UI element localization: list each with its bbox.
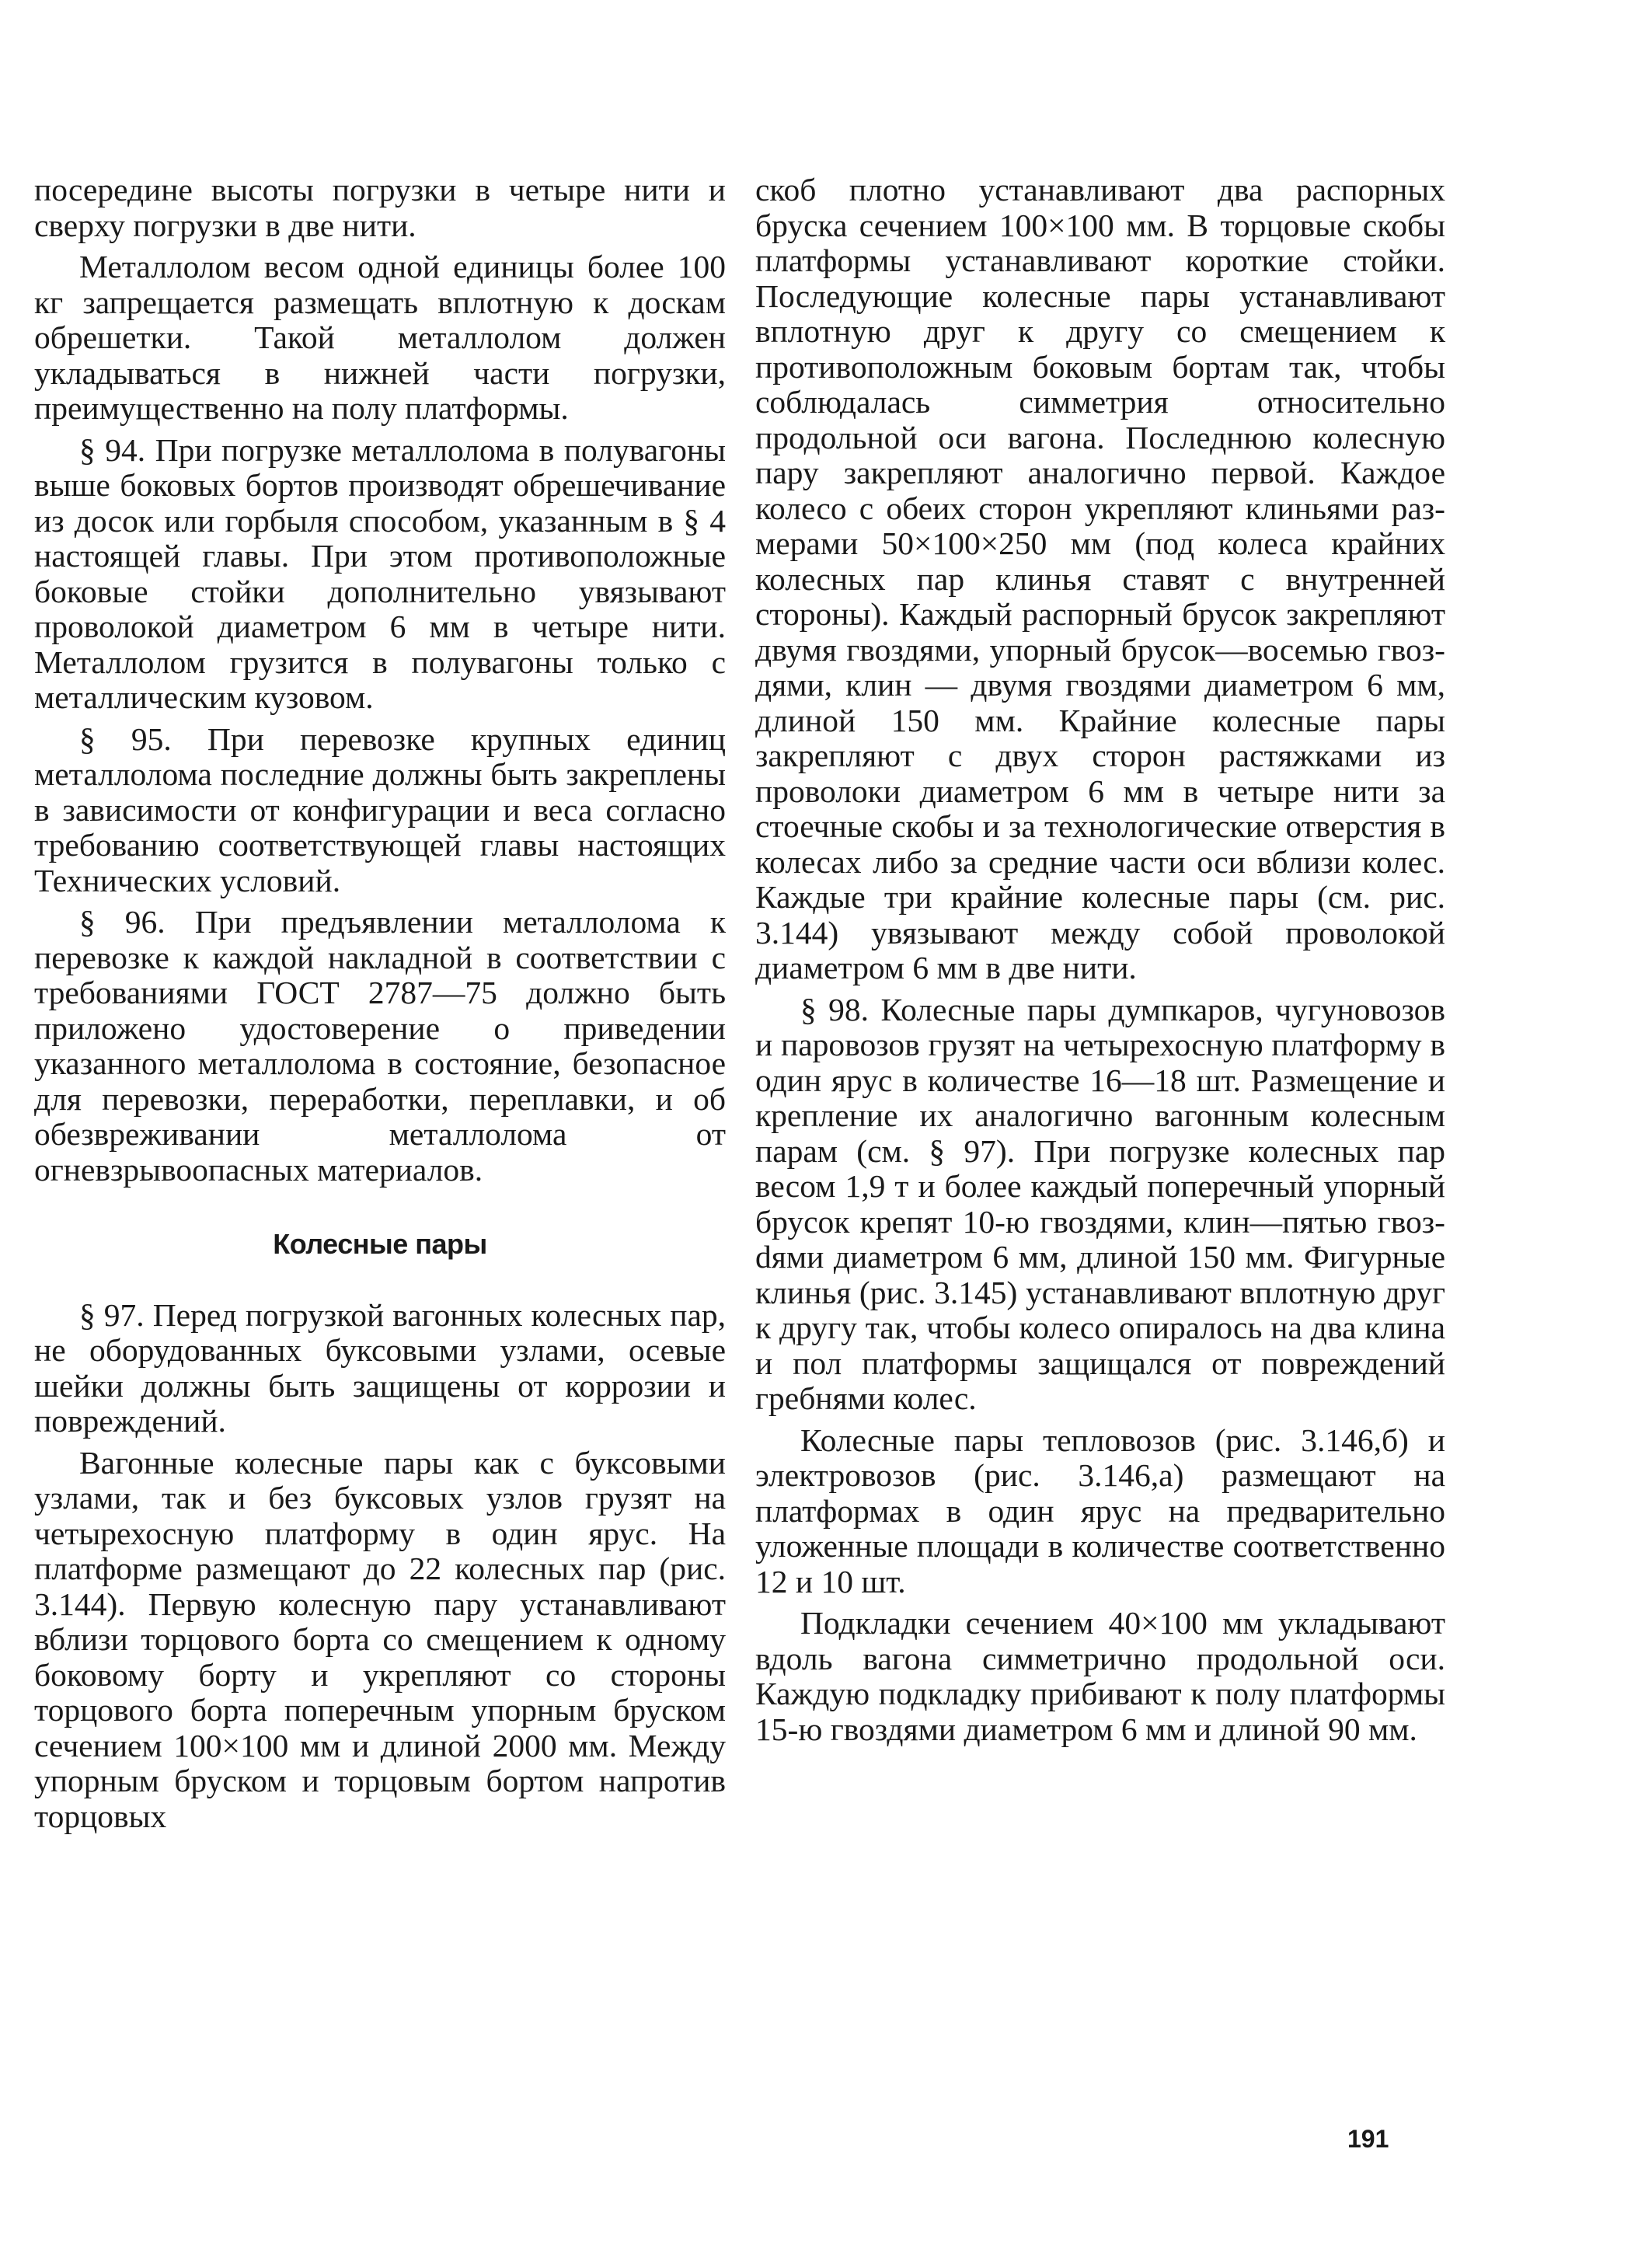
paragraph: скоб плотно устанавливают два распорных бруска сечением 100×100 мм. В торцовые скобы платформы устанавливают короткие стойки. Последующие колесные пары устанавливают вплотную друг к другу со смещением к противоположным боковым бортам так, чтобы соблюдалась симметрия относительно продольной оси вагона. Последнюю колесную пару закрепляют аналогично первой. Каждое колесо с обеих сторон укрепляют клиньями размерами 50×100×250 мм (под колеса крайних колесных пар клинья ставят с внутренней стороны). Каждый распорный брусок закрепляют двумя гвоздями, упорный брусок—восемью гвоздями, клин — двумя гвоздями диаметром 6 мм, длиной 150 мм. Крайние колесные пары закрепляют с двух сторон растяжками из проволоки диаметром 6 мм в четыре нити за стоечные скобы и за технологические отверстия в колесах либо за средние части оси вблизи колес. Каждые три крайние колесные пары (см. рис. 3.144) увязывают между собой проволокой диаметром 6 мм в две нити. xyxy=(755,172,1445,985)
paragraph: посередине высоты погрузки в четыре нити и сверху погрузки в две нити. xyxy=(34,172,726,243)
page-number: 191 xyxy=(1347,2125,1389,2153)
paragraph: Колесные пары тепловозов (рис. 3.146,б) и электровозов (рис. 3.146,а) размещают на платформах в один ярус на предварительно уложенные площади в количестве соответственно 12 и 10 шт. xyxy=(755,1422,1445,1599)
paragraph: Подкладки сечением 40×100 мм укладывают вдоль вагона симметрично продольной оси. Каждую подкладку прибивают к полу платформы 15-ю гвоздями диаметром 6 мм и длиной 90 мм. xyxy=(755,1605,1445,1747)
left-column xyxy=(34,173,726,1840)
paragraph: Вагонные колесные пары как с буксовыми узлами, так и без буксовых узлов грузят на четырехосную платформу в один ярус. На платформе размещают до 22 колесных пар (рис. 3.144). Первую колесную пару устанавливают вблизи торцового борта со смещением к одному боковому борту и укрепляют со стороны торцового борта поперечным упорным бруском сечением 100×100 мм и длиной 2000 мм. Между упорным бруском и торцовым бортом напротив торцовых xyxy=(34,1444,726,1834)
paragraph-section-94: § 94. При погрузке металлолома в полувагоны выше боковых бортов производят обрешечивание из досок или горбыля способом, указанным в § 4 настоящей главы. При этом противоположные боковые стойки дополнительно увязывают проволокой диаметром 6 мм в четыре нити. Металлолом грузится в полувагоны только с металлическим кузовом. xyxy=(34,431,726,715)
paragraph-section-96: § 96. При предъявлении металлолома к перевозке к каждой накладной в соответствии с требованиями ГОСТ 2787—75 должно быть приложено удостоверение о приведении указанного металлолома в состояние, безопасное для перевозки, переработки, переплавки, и об обезвреживании металлолома от огневзрывоопасных материалов. xyxy=(34,904,726,1188)
paragraph-section-95: § 95. При перевозке крупных единиц металлолома последние должны быть закреплены в зависимости от конфигурации и веса согласно требованию соответствующей главы настоящих Технических условий. xyxy=(34,720,726,898)
right-column xyxy=(755,173,1445,1753)
paragraph-section-98: § 98. Колесные пары думпкаров, чугуновозов и паровозов грузят на четырехосную платформу в один ярус в количестве 16—18 шт. Размещение и крепление их аналогично вагонным колесным парам (см. § 97). При погрузке колесных пар весом 1,9 т и более каждый поперечный упорный брусок крепят 10-ю гвоздями, клин—пятью гвозdями диаметром 6 мм, длиной 150 мм. Фигурные клинья (рис. 3.145) устанавливают вплотную друг к другу так, чтобы колесо опиралось на два клина и пол платформы защищался от повреждений гребнями колес. xyxy=(755,991,1445,1416)
paragraph: Металлолом весом одной единицы более 100 кг запрещается размещать вплотную к доскам обрешетки. Такой металлолом должен укладываться в нижней части погрузки, преимущественно на полу платформы. xyxy=(34,249,726,426)
paragraph-section-97: § 97. Перед погрузкой вагонных колесных пар, не оборудованных буксовыми узлами, осевые шейки должны быть защищены от коррозии и повреждений. xyxy=(34,1296,726,1439)
section-heading: Колесные пары xyxy=(273,1228,487,1260)
